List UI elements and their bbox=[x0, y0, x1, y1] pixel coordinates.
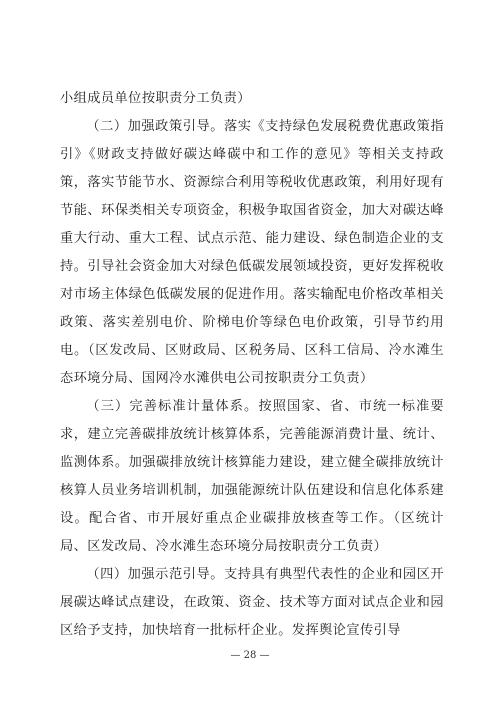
paragraph-demonstration: （四）加强示范引导。支持具有典型代表性的企业和园区开展碳达峰试点建设，在政策、资金、技术等方面对试点企业和园区给予支持，加快培育一批标杆企业。发挥舆论宣传引导 bbox=[60, 567, 444, 638]
body-text bbox=[60, 85, 444, 645]
page-number: — 28 — bbox=[230, 650, 270, 661]
paragraph-continuation: 小组成员单位按职责分工负责） bbox=[60, 91, 251, 106]
paragraph-standards-metering: （三）完善标准计量体系。按照国家、省、市统一标准要求，建立完善碳排放统计核算体系，完善能源消费计量、统计、监测体系。加强碳排放统计核算能力建设，建立健全碳排放统计核算人员业务培训机制，加强能源统计队伍建设和信息化体系建设。配合省、市开展好重点企业碳排放核查等工作。（区统计局、区发改局、冷水滩生态环境分局按职责分工负责） bbox=[60, 399, 444, 554]
paragraph-policy-guidance: （二）加强政策引导。落实《支持绿色发展税费优惠政策指引》《财政支持做好碳达峰碳中和工作的意见》等相关支持政策，落实节能节水、资源综合利用等税收优惠政策，利用好现有节能、环保类相关专项资金，积极争取国省资金，加大对碳达峰重大行动、重大工程、试点示范、能力建设、绿色制造企业的支持。引导社会资金加大对绿色低碳发展领域投资，更好发挥税收对市场主体绿色低碳发展的促进作用。落实输配电价格改革相关政策、落实差别电价、阶梯电价等绿色电价政策，引导节约用电。（区发改局、区财政局、区税务局、区科工信局、冷水滩生态环境分局、国网冷水滩供电公司按职责分工负责） bbox=[60, 119, 444, 386]
